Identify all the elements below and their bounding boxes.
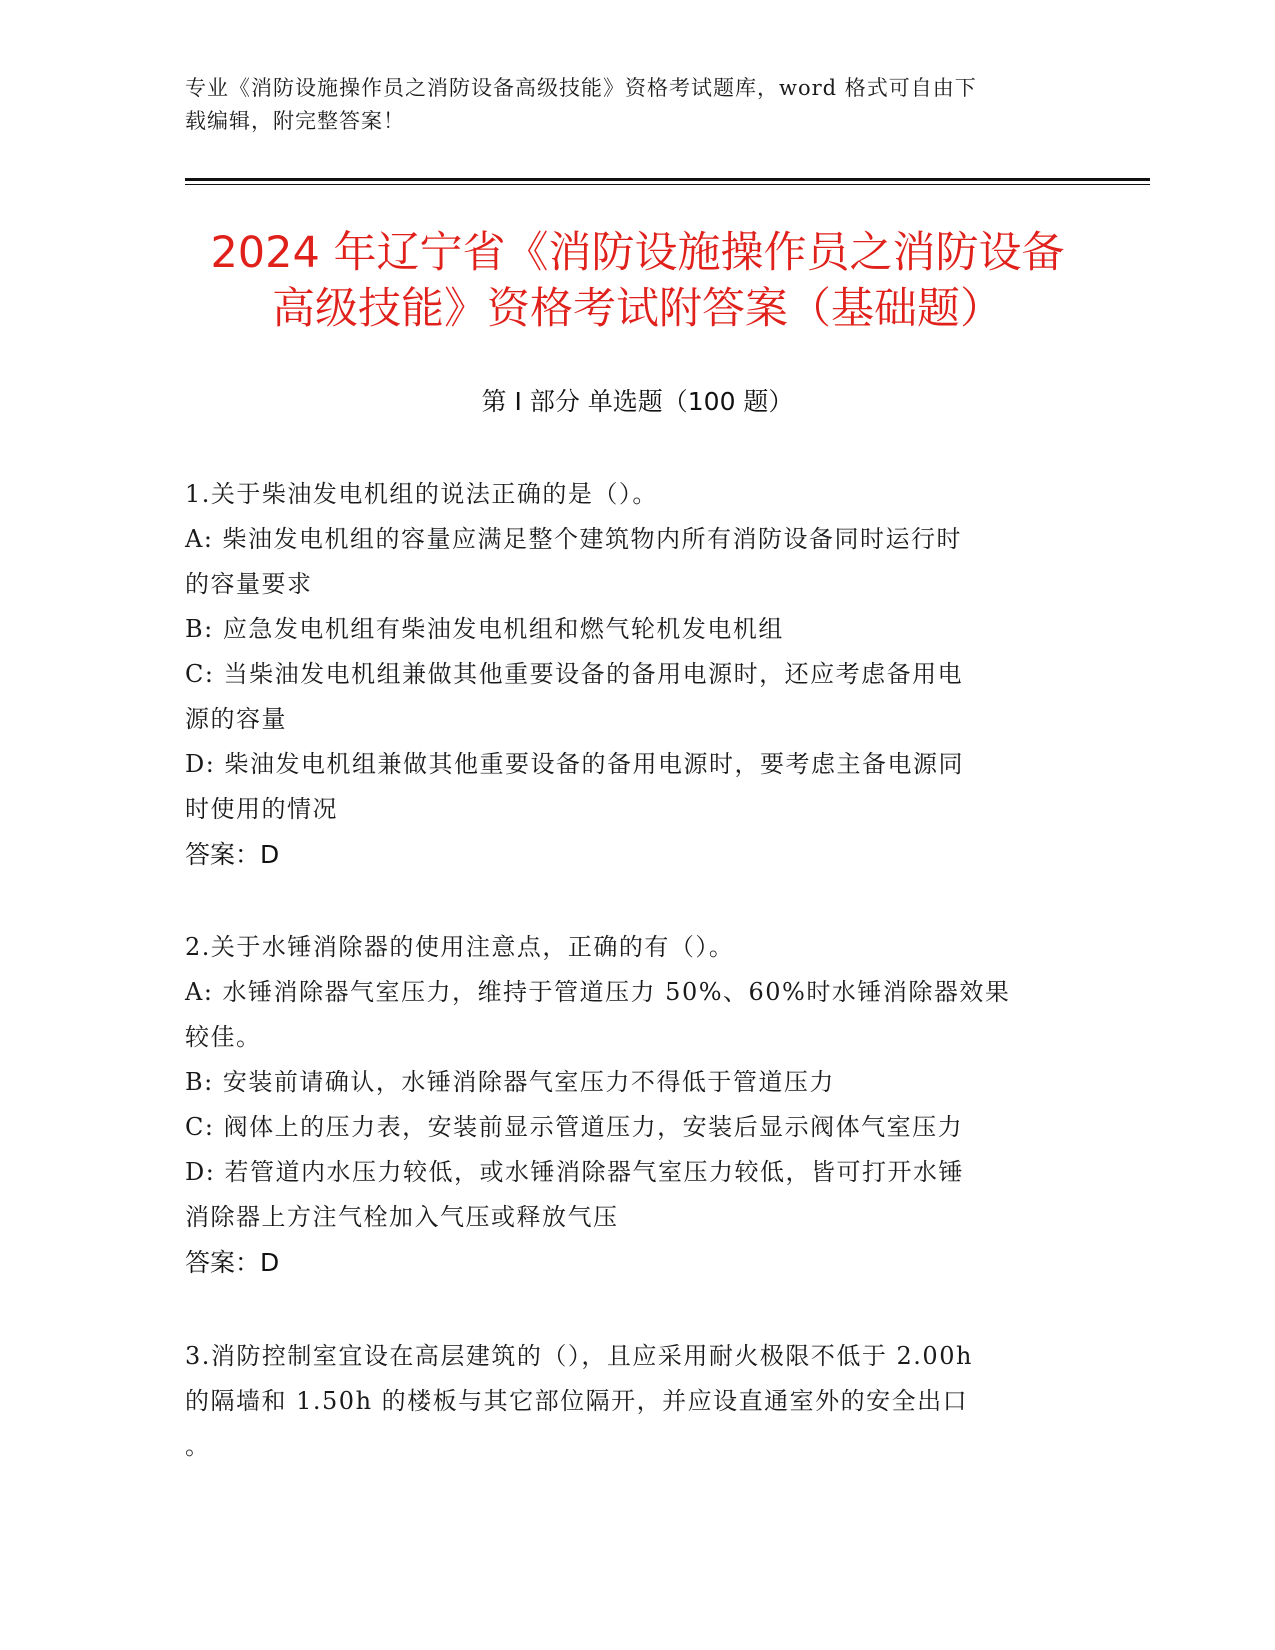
header-note-line: 载编辑，附完整答案！ [185,109,405,133]
option-a: A: 柴油发电机组的容量应满足整个建筑物内所有消防设备同时运行时 [185,525,963,553]
header-note [185,72,1065,138]
question-text-continued: 。 [185,1432,211,1460]
question-item [185,472,1085,877]
question-text: 1.关于柴油发电机组的说法正确的是（）。 [185,480,658,508]
header-note-line: 专业《消防设施操作员之消防设备高级技能》资格考试题库，word 格式可自由下 [185,76,977,100]
option-a-continued: 较佳。 [185,1023,262,1051]
option-b: B: 安装前请确认，水锤消除器气室压力不得低于管道压力 [185,1068,835,1096]
option-d-continued: 时使用的情况 [185,795,338,823]
question-item [185,1334,1085,1469]
page-title [185,225,1090,337]
option-d-continued: 消除器上方注气栓加入气压或释放气压 [185,1203,619,1231]
header-divider-thin [185,184,1150,185]
option-a: A: 水锤消除器气室压力，维持于管道压力 50%、60%时水锤消除器效果 [185,978,1011,1006]
header-divider [185,178,1150,181]
question-text-continued: 的隔墙和 1.50h 的楼板与其它部位隔开，并应设直通室外的安全出口 [185,1387,969,1415]
answer-text: 答案：D [185,1248,280,1277]
option-d: D: 柴油发电机组兼做其他重要设备的备用电源时，要考虑主备电源同 [185,750,964,778]
question-text: 2.关于水锤消除器的使用注意点，正确的有（）。 [185,933,735,961]
option-c: C: 阀体上的压力表，安装前显示管道压力，安装后显示阀体气室压力 [185,1113,964,1141]
option-a-continued: 的容量要求 [185,570,313,598]
question-item [185,925,1085,1285]
option-d: D: 若管道内水压力较低，或水锤消除器气室压力较低，皆可打开水锤 [185,1158,964,1186]
title-line: 高级技能》资格考试附答案（基础题） [272,284,1003,334]
question-text: 3.消防控制室宜设在高层建筑的（），且应采用耐火极限不低于 2.00h [185,1342,973,1370]
option-b: B: 应急发电机组有柴油发电机组和燃气轮机发电机组 [185,615,784,643]
option-c-continued: 源的容量 [185,705,287,733]
answer-text: 答案：D [185,840,280,869]
option-c: C: 当柴油发电机组兼做其他重要设备的备用电源时，还应考虑备用电 [185,660,964,688]
title-line: 2024 年辽宁省《消防设施操作员之消防设备 [210,228,1065,278]
section-heading: 第 I 部分 单选题（100 题） [481,387,794,416]
